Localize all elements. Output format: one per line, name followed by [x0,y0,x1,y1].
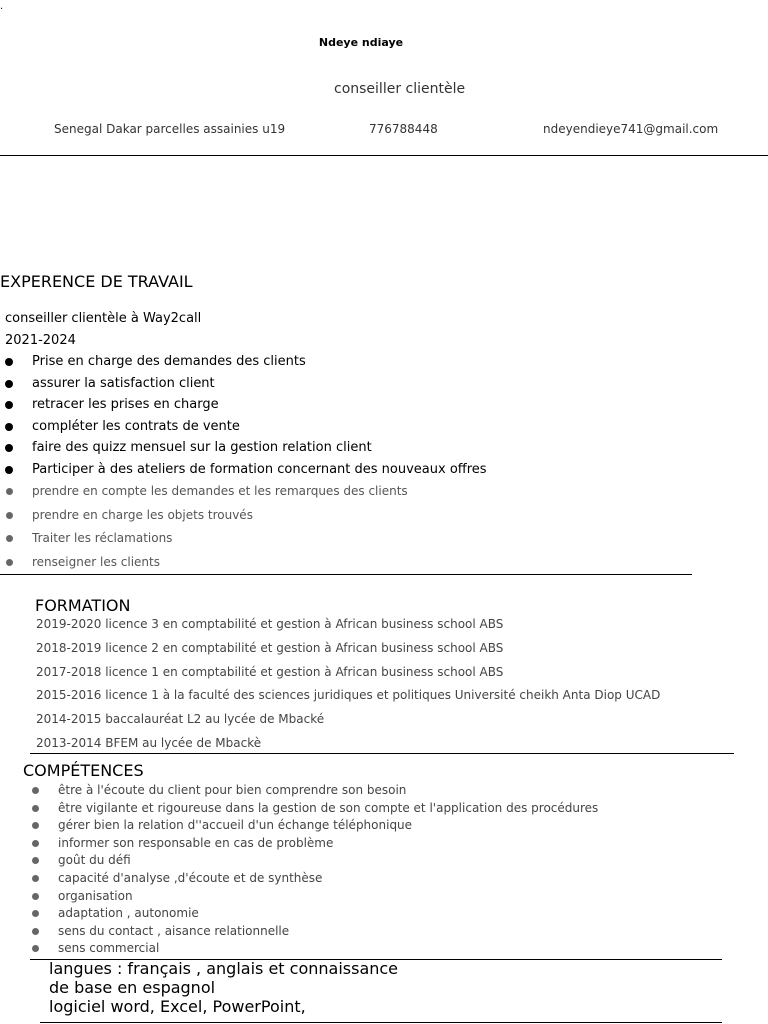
experience-heading: EXPERENCE DE TRAVAIL [0,272,193,291]
skill-text: être à l'écoute du client pour bien comprendre son besoin [58,783,407,797]
task-text: faire des quizz mensuel sur la gestion relation client [32,440,372,455]
task-text: Prise en charge des demandes des clients [32,354,306,369]
list-item [0,416,487,438]
bullet-icon [32,875,39,882]
list-item: 2017-2018 licence 1 en comptabilité et gestion à African business school ABS [36,664,504,679]
experience-position: conseiller clientèle à Way2call [5,311,202,326]
list-item [0,800,598,818]
list-item [0,351,487,373]
list-item [0,480,408,504]
list-item [0,905,598,923]
task-text: assurer la satisfaction client [32,375,215,391]
task-text: compléter les contrats de vente [32,418,240,434]
formation-list [36,613,660,756]
list-item [0,835,598,853]
bullet-icon [6,535,13,542]
task-text: Traiter les réclamations [32,531,173,546]
list-item [0,852,598,870]
task-text: prendre en charge les objets trouvés [32,507,253,522]
bullet-icon [32,893,39,900]
skill-text: organisation [58,888,133,903]
bullet-icon [5,423,13,431]
skill-text: informer son responsable en cas de problème [58,835,334,850]
list-item [0,527,408,551]
list-item: 2015-2016 licence 1 à la faculté des sciences juridiques et politiques Université cheikh Anta Diop UCAD [36,688,661,703]
list-item [0,504,408,528]
task-text: renseigner les clients [32,554,160,569]
formation-heading: FORMATION [35,596,131,615]
list-item [0,782,598,800]
candidate-name: Ndeye ndiaye [318,36,404,49]
bullet-icon [32,822,39,829]
bullet-icon [5,444,13,452]
bullet-icon [5,358,13,366]
header-divider [0,155,768,156]
bullet-icon [5,380,13,388]
languages-line-2: de base en espagnol [49,978,216,997]
list-item: 2013-2014 BFEM au lycée de Mbackè [36,735,262,750]
bullet-icon [32,945,39,952]
list-item [0,870,598,888]
bullet-icon [32,910,39,917]
skill-text: adaptation , autonomie [58,906,199,921]
competences-heading: COMPÉTENCES [23,761,144,780]
list-item [0,817,598,835]
list-item: 2018-2019 licence 2 en comptabilité et gestion à African business school ABS [36,640,504,655]
skill-text: capacité d'analyse ,d'écoute et de synthèse [58,870,323,885]
skill-text: gérer bien la relation d''accueil d'un échange téléphonique [58,818,413,833]
bullet-icon [6,488,13,495]
list-item [0,373,487,395]
task-text: Participer à des ateliers de formation concernant des nouveaux offres [32,461,487,477]
languages-line: langues : français , anglais et connaissance [49,959,399,978]
list-item [0,923,598,941]
phone: 776788448 [369,122,438,136]
job-title: conseiller clientèle [334,81,466,97]
bullet-icon [32,857,39,864]
bullet-icon [32,805,39,812]
bullet-icon [6,559,13,566]
list-item [0,459,487,481]
footer-divider [40,1022,722,1023]
task-text: prendre en compte les demandes et les remarques des clients [32,484,408,498]
bullet-icon [32,928,39,935]
list-item [0,437,487,459]
bullet-icon [5,466,13,474]
corner-dot: . [0,1,4,12]
bullet-icon [32,787,39,794]
skill-text: être vigilante et rigoureuse dans la gestion de son compte et l'application des procédures [58,800,599,815]
competences-list [0,782,598,958]
list-item [0,394,487,416]
bullet-icon [32,840,39,847]
task-text: retracer les prises en charge [32,397,219,412]
list-item: 2014-2015 baccalauréat L2 au lycée de Mbacké [36,712,325,727]
skill-text: sens commercial [58,941,160,956]
list-item: 2019-2020 licence 3 en comptabilité et gestion à African business school ABS [36,617,504,631]
formation-divider [30,753,734,754]
experience-task-list-more [0,480,408,574]
experience-dates: 2021-2024 [5,333,76,348]
list-item [0,551,408,575]
bullet-icon [5,401,13,409]
skill-text: goût du défi [58,853,131,868]
software-line: logiciel word, Excel, PowerPoint, [49,997,306,1016]
experience-task-list [0,351,487,480]
list-item [0,888,598,906]
bullet-icon [6,512,13,519]
address: Senegal Dakar parcelles assainies u19 [54,122,286,136]
list-item [0,940,598,958]
skill-text: sens du contact , aisance relationnelle [58,923,290,938]
experience-divider [0,574,692,575]
email: ndeyendieye741@gmail.com [543,122,719,136]
